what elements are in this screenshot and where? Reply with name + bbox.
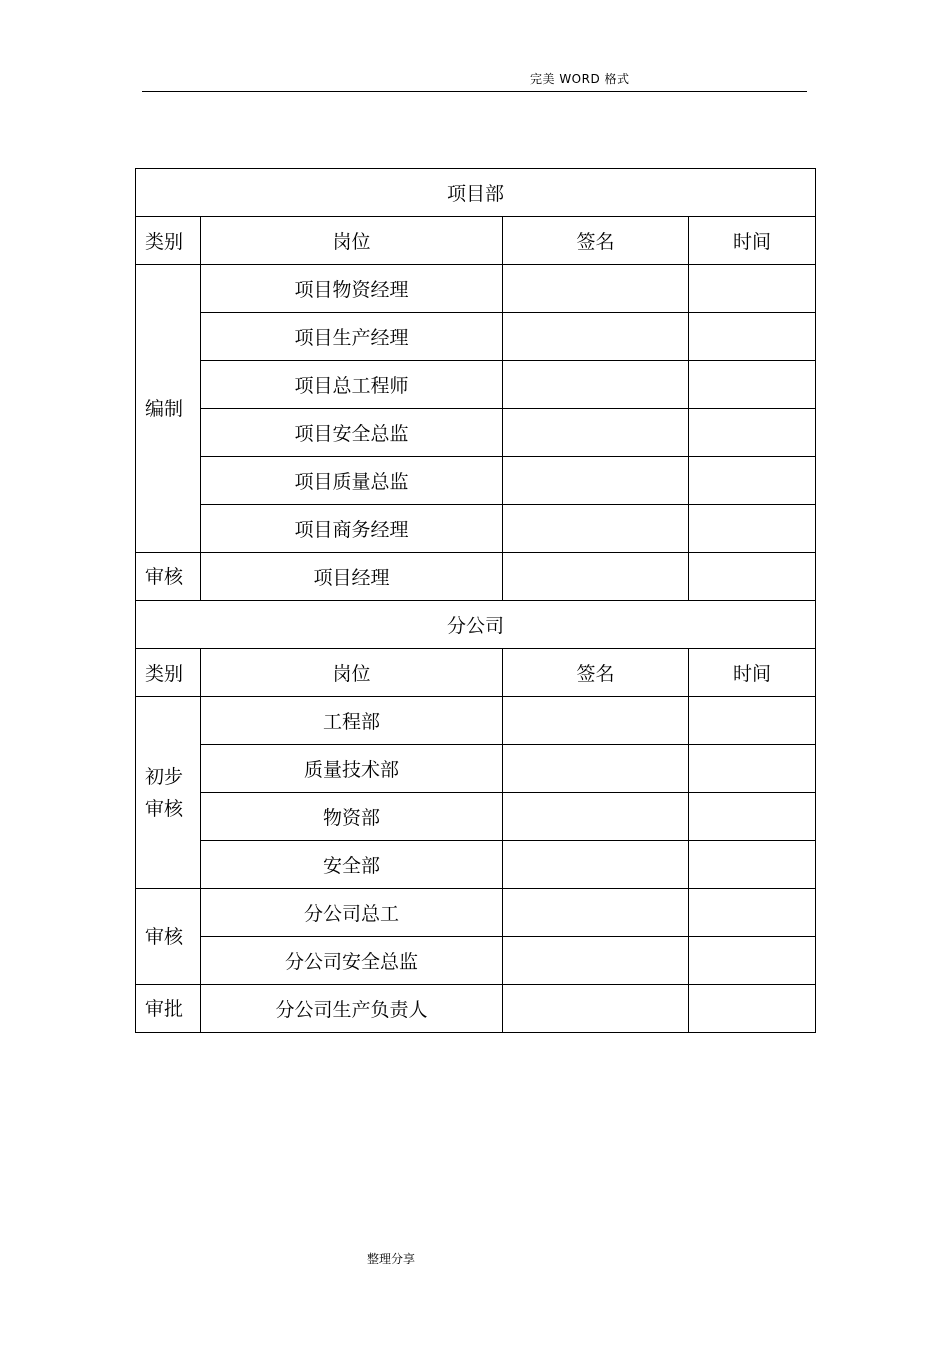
time-cell[interactable]: [689, 553, 816, 601]
table-row: [136, 361, 816, 409]
table-row: [136, 313, 816, 361]
signature-cell[interactable]: [503, 361, 689, 409]
time-cell[interactable]: [689, 889, 816, 937]
category-label-line1: 初步: [145, 765, 184, 788]
position-cell: 物资部: [201, 793, 503, 841]
column-header-row: [136, 217, 816, 265]
section-header-row: [136, 169, 816, 217]
time-cell[interactable]: [689, 265, 816, 313]
position-cell: 项目总工程师: [201, 361, 503, 409]
time-cell[interactable]: [689, 745, 816, 793]
category-cell: 审核: [136, 889, 201, 985]
column-header-time: 时间: [689, 217, 816, 265]
signature-cell[interactable]: [503, 697, 689, 745]
time-cell[interactable]: [689, 841, 816, 889]
table-row: [136, 505, 816, 553]
signature-cell[interactable]: [503, 265, 689, 313]
section-header-row: [136, 601, 816, 649]
time-cell[interactable]: [689, 793, 816, 841]
table-row: [136, 985, 816, 1033]
time-cell[interactable]: [689, 361, 816, 409]
signature-cell[interactable]: [503, 745, 689, 793]
table-row: [136, 793, 816, 841]
header-rule: [142, 91, 807, 92]
table-row: [136, 265, 816, 313]
position-cell: 项目生产经理: [201, 313, 503, 361]
signature-cell[interactable]: [503, 985, 689, 1033]
signature-cell[interactable]: [503, 553, 689, 601]
signature-cell[interactable]: [503, 937, 689, 985]
table-row: [136, 457, 816, 505]
position-cell: 分公司总工: [201, 889, 503, 937]
signature-cell[interactable]: [503, 841, 689, 889]
column-header-type: 类别: [136, 649, 201, 697]
position-cell: 分公司生产负责人: [201, 985, 503, 1033]
category-cell: 编制: [136, 265, 201, 553]
position-cell: 质量技术部: [201, 745, 503, 793]
column-header-signature: 签名: [503, 649, 689, 697]
column-header-position: 岗位: [201, 649, 503, 697]
time-cell[interactable]: [689, 985, 816, 1033]
signature-cell[interactable]: [503, 793, 689, 841]
time-cell[interactable]: [689, 313, 816, 361]
position-cell: 工程部: [201, 697, 503, 745]
signature-cell[interactable]: [503, 457, 689, 505]
column-header-row: [136, 649, 816, 697]
table-row: [136, 409, 816, 457]
category-label-line2: 审核: [145, 797, 184, 820]
column-header-signature: 签名: [503, 217, 689, 265]
signature-cell[interactable]: [503, 313, 689, 361]
column-header-time: 时间: [689, 649, 816, 697]
signature-cell[interactable]: [503, 505, 689, 553]
time-cell[interactable]: [689, 937, 816, 985]
category-cell: [136, 697, 201, 889]
time-cell[interactable]: [689, 505, 816, 553]
table-row: [136, 889, 816, 937]
category-cell: 审批: [136, 985, 201, 1033]
position-cell: 项目商务经理: [201, 505, 503, 553]
time-cell[interactable]: [689, 697, 816, 745]
position-cell: 项目物资经理: [201, 265, 503, 313]
table-row: [136, 745, 816, 793]
table-row: [136, 937, 816, 985]
column-header-type: 类别: [136, 217, 201, 265]
position-cell: 分公司安全总监: [201, 937, 503, 985]
position-cell: 安全部: [201, 841, 503, 889]
table-row: [136, 697, 816, 745]
page-footer: 整理分享: [367, 1252, 416, 1266]
section-title-project: 项目部: [136, 169, 816, 217]
time-cell[interactable]: [689, 457, 816, 505]
time-cell[interactable]: [689, 409, 816, 457]
position-cell: 项目经理: [201, 553, 503, 601]
signature-cell[interactable]: [503, 409, 689, 457]
page-header: 完美 WORD 格式: [530, 72, 630, 86]
table-row: [136, 841, 816, 889]
approval-table: [135, 168, 816, 1033]
position-cell: 项目质量总监: [201, 457, 503, 505]
column-header-position: 岗位: [201, 217, 503, 265]
signature-cell[interactable]: [503, 889, 689, 937]
category-cell: 审核: [136, 553, 201, 601]
position-cell: 项目安全总监: [201, 409, 503, 457]
table-row: [136, 553, 816, 601]
section-title-branch: 分公司: [136, 601, 816, 649]
